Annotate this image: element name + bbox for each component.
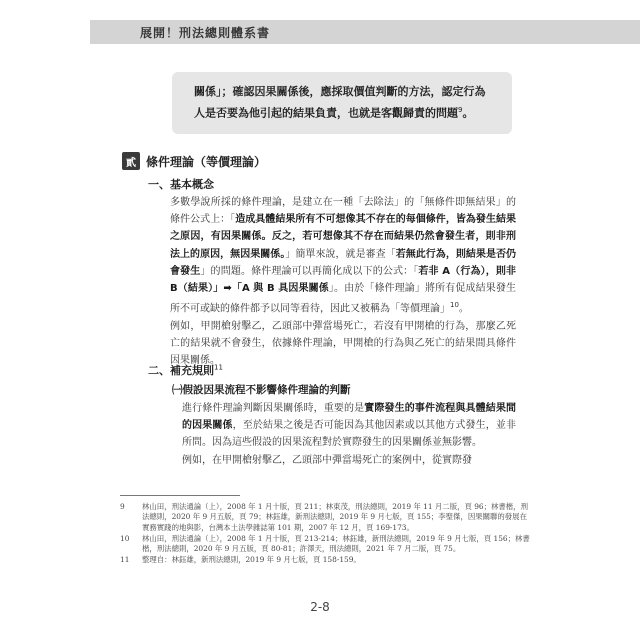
footnote-ref: 9	[458, 106, 463, 114]
subheading-supplementary-rules: 二、補充規則$^{11}$	[148, 363, 223, 377]
footnote-ref: 11	[214, 363, 223, 372]
footnotes	[120, 502, 530, 567]
paragraph-example: 例如，甲開槍射擊乙，乙頭部中彈當場死亡，若沒有甲開槍的行為，那麼乙死亡的結果就不會發生，依據條件理論，甲開槍的行為與乙死亡的結果間具條件因果關係。	[170, 320, 516, 367]
callout-text: 關係」；確認因果關係後，應採取價值判斷的方法，認定行為人是否要為他引起的結果負責，也就是客觀歸責的問題$^9$。	[194, 85, 486, 120]
subheading-basic-concept: 一、基本概念	[148, 178, 214, 191]
page-number: 2-8	[310, 600, 330, 614]
footnote: 11 整理自：林鈺雄，新刑法總則，2019 年 9 月七版，頁 158-159。	[120, 555, 361, 565]
paragraph-example-2: 例如，在甲開槍射擊乙，乙頭部中彈當場死亡的案例中，從實際發	[182, 454, 472, 466]
footnote-divider	[120, 495, 240, 496]
paragraph-condition-theory: 多數學說所採的條件理論，是建立在一種「去除法」的「無條件即無結果」的條件公式上：「造成具體結果所有不可想像其不存在的每個條件，皆為發生結果之原因，有因果關係。反之，若可想像其不存在而結果仍然會發生者，則非刑法上的原因，無因果關係。」簡單來說，就是審查「若無此行為，則結果是否仍會發生」的問題。條件理論可以再簡化成以下的公式：「若非 A（行為），則非 B（結果）」➡「A 與 B 具因果關係」。由於「條件理論」將所有促成結果發生所不可或缺的條件都予以同等看待，因此又被稱為「等價理論」$^{10}$。 例如，甲開槍射擊乙，乙頭部中彈當場死亡，若沒有甲開槍的行為，那麼乙死亡的結果就不會發生，依據條件理論，甲開槍的行為與乙死亡的結果間具條件因果關係。	[170, 194, 516, 369]
footnote: 10 林山田，刑法通論（上），2008 年 1 月十版，頁 213-214；林鈺雄，新刑法總則，2019 年 9 月七版，頁 156；林書楷，刑法總則，2020 年 9 月五版，頁 80-81；許澤天，刑法總則，2021 年 7 月二版，頁 75。	[120, 533, 530, 554]
paragraph-hypothetical: 進行條件理論判斷因果關係時，重要的是實際發生的事件流程與具體結果間的因果關係，至於結果之後是否可能因為其他因素或以其他方式發生，並非所問。因為這些假設的因果流程對於實際發生的因果關係並無影響。 例如，在甲開槍射擊乙，乙頭部中彈當場死亡的案例中，從實際發	[182, 400, 516, 469]
callout-box	[172, 72, 512, 134]
subsubheading-hypothetical-causation: ㈠假設因果流程不影響條件理論的判斷	[172, 384, 351, 396]
section-number-badge: 貳	[122, 152, 140, 170]
footnote-ref: 10	[450, 301, 459, 310]
section-heading	[122, 152, 266, 170]
section-title: 條件理論（等價理論）	[146, 154, 267, 169]
running-header-title: 展開！刑法總則體系書	[140, 26, 271, 40]
footnote: 9 林山田，刑法通論（上），2008 年 1 月十版，頁 211；林東茂，刑法總則，2019 年 11 月二版，頁 96；林書楷，刑法總則，2020 年 9 月五版，頁 79；林鈺雄，新刑法總則，2019 年 9 月七版，頁 155；李聖傑，因果關聯的發展在實務實踐的地與影，台灣本土法學雜誌第 101 期，2007 年 12 月，頁 169-173。	[120, 502, 528, 532]
